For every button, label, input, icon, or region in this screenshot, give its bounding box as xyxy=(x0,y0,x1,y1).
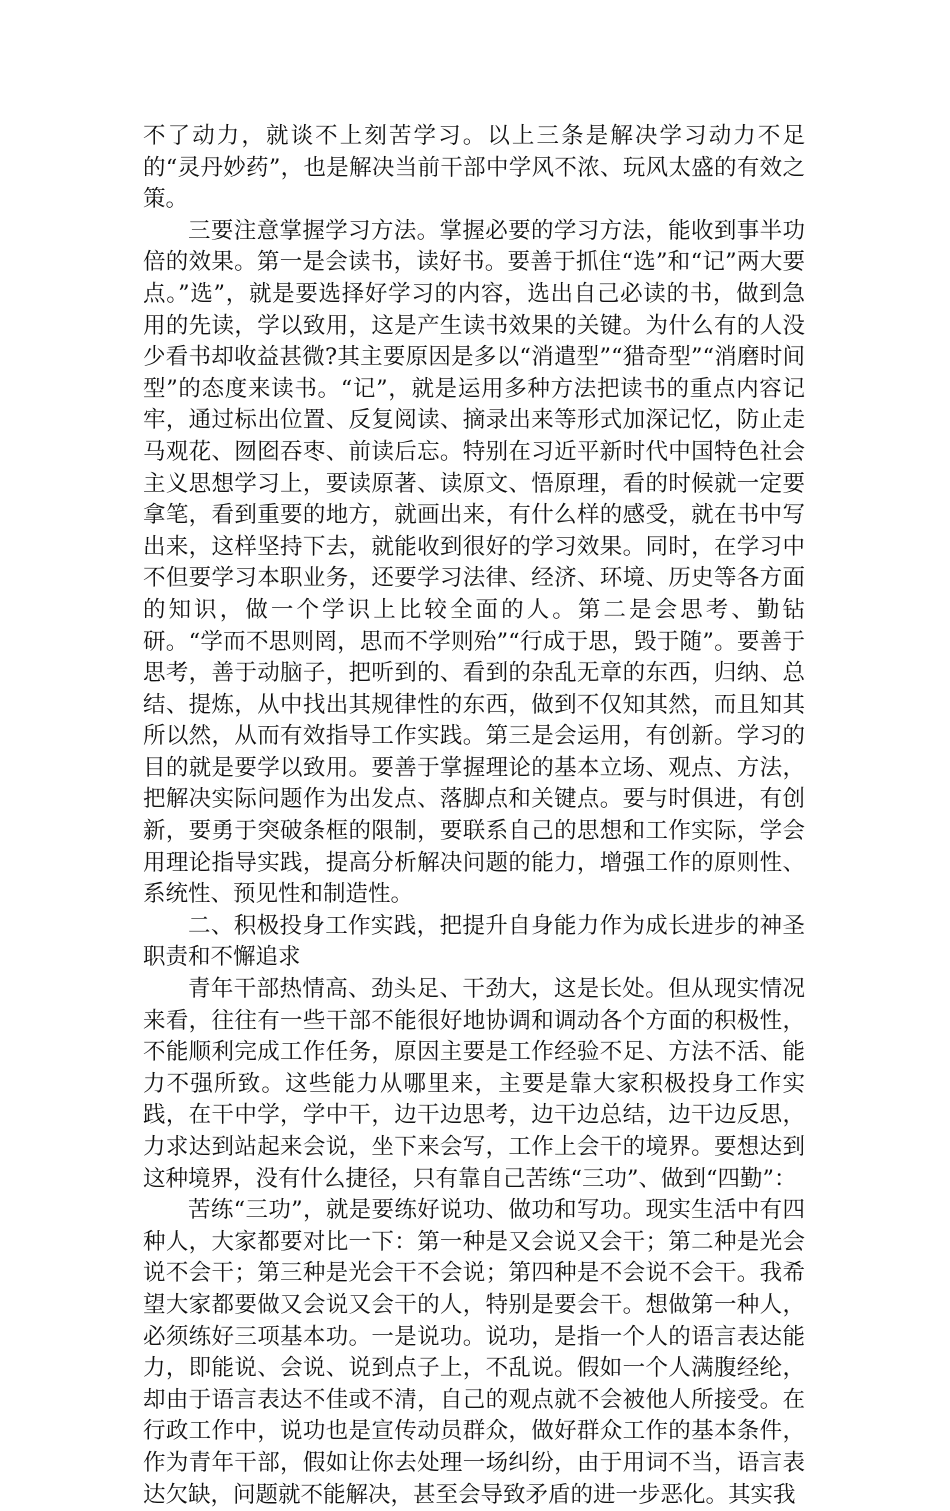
section-heading-two: 二、积极投身工作实践，把提升自身能力作为成长进步的神圣职责和不懈追求 xyxy=(143,912,805,971)
paragraph-three-skills: 苦练“三功”，就是要练好说功、做功和写功。现实生活中有四种人，大家都要对比一下：第一种是又会说又会干；第二种是光会说不会干；第三种是光会干不会说；第四种是不会说不会干。我希望大家都要做又会说又会干的人，特别是要会干。想做第一种人，必须练好三项基本功。一是说功。说功，是指一个人的语言表达能力，即能说、会说、说到点子上，不乱说。假如一个人满腹经纶，却由于语言表达不佳或不清，自己的观点就不会被他人所接受。在行政工作中，说功也是宣传动员群众，做好群众工作的基本条件，作为青年干部，假如让你去处理一场纠纷，由于用词不当，语言表达欠缺，问题就不能解决，甚至会导致矛盾的进一步恶化。其实我 xyxy=(143,1197,805,1508)
document-body xyxy=(143,121,805,1511)
paragraph-learning-methods: 三要注意掌握学习方法。掌握必要的学习方法，能收到事半功倍的效果。第一是会读书，读好书。要善于抓住“选”和“记”两大要点。”选”，就是要选择好学习的内容，选出自己必读的书，做到急用的先读，学以致用，这是产生读书效果的关键。为什么有的人没少看书却收益甚微?其主要原因是多以“消遣型”“猎奇型”“消磨时间型”的态度来读书。“记”，就是运用多种方法把读书的重点内容记牢，通过标出位置、反复阅读、摘录出来等形式加深记忆，防止走马观花、囫囵吞枣、前读后忘。特别在习近平新时代中国特色社会主义思想学习上，要读原著、读原文、悟原理，看的时候就一定要拿笔，看到重要的地方，就画出来，有什么样的感受，就在书中写出来，这样坚持下去，就能收到很好的学习效果。同时，在学习中不但要学习本职业务，还要学习法律、经济、环境、历史等各方面的知识，做一个学识上比较全面的人。第二是会思考、勤钻研。“学而不思则罔，思而不学则殆”“行成于思，毁于随”。要善于思考，善于动脑子，把听到的、看到的杂乱无章的东西，归纳、总结、提炼，从中找出其规律性的东西，做到不仅知其然，而且知其所以然，从而有效指导工作实践。第三是会运用，有创新。学习的目的就是要学以致用。要善于掌握理论的基本立场、观点、方法，把解决实际问题作为出发点、落脚点和关键点。要与时俱进，有创新，要勇于突破条框的限制，要联系自己的思想和工作实际，学会用理论指导实践，提高分析解决问题的能力，增强工作的原则性、系统性、预见性和制造性。 xyxy=(143,217,805,908)
paragraph-continuation: 不了动力，就谈不上刻苦学习。以上三条是解决学习动力不足的“灵丹妙药”，也是解决当前干部中学风不浓、玩风太盛的有效之策。 xyxy=(143,123,805,213)
paragraph-work-practice: 青年干部热情高、劲头足、干劲大，这是长处。但从现实情况来看，往往有一些干部不能很好地协调和调动各个方面的积极性，不能顺利完成工作任务，原因主要是工作经验不足、方法不活、能力不强所致。这些能力从哪里来，主要是靠大家积极投身工作实践，在干中学，学中干，边干边思考，边干边总结，边干边反思，力求达到站起来会说，坐下来会写，工作上会干的境界。要想达到这种境界，没有什么捷径，只有靠自己苦练“三功”、做到“四勤”： xyxy=(143,976,805,1192)
